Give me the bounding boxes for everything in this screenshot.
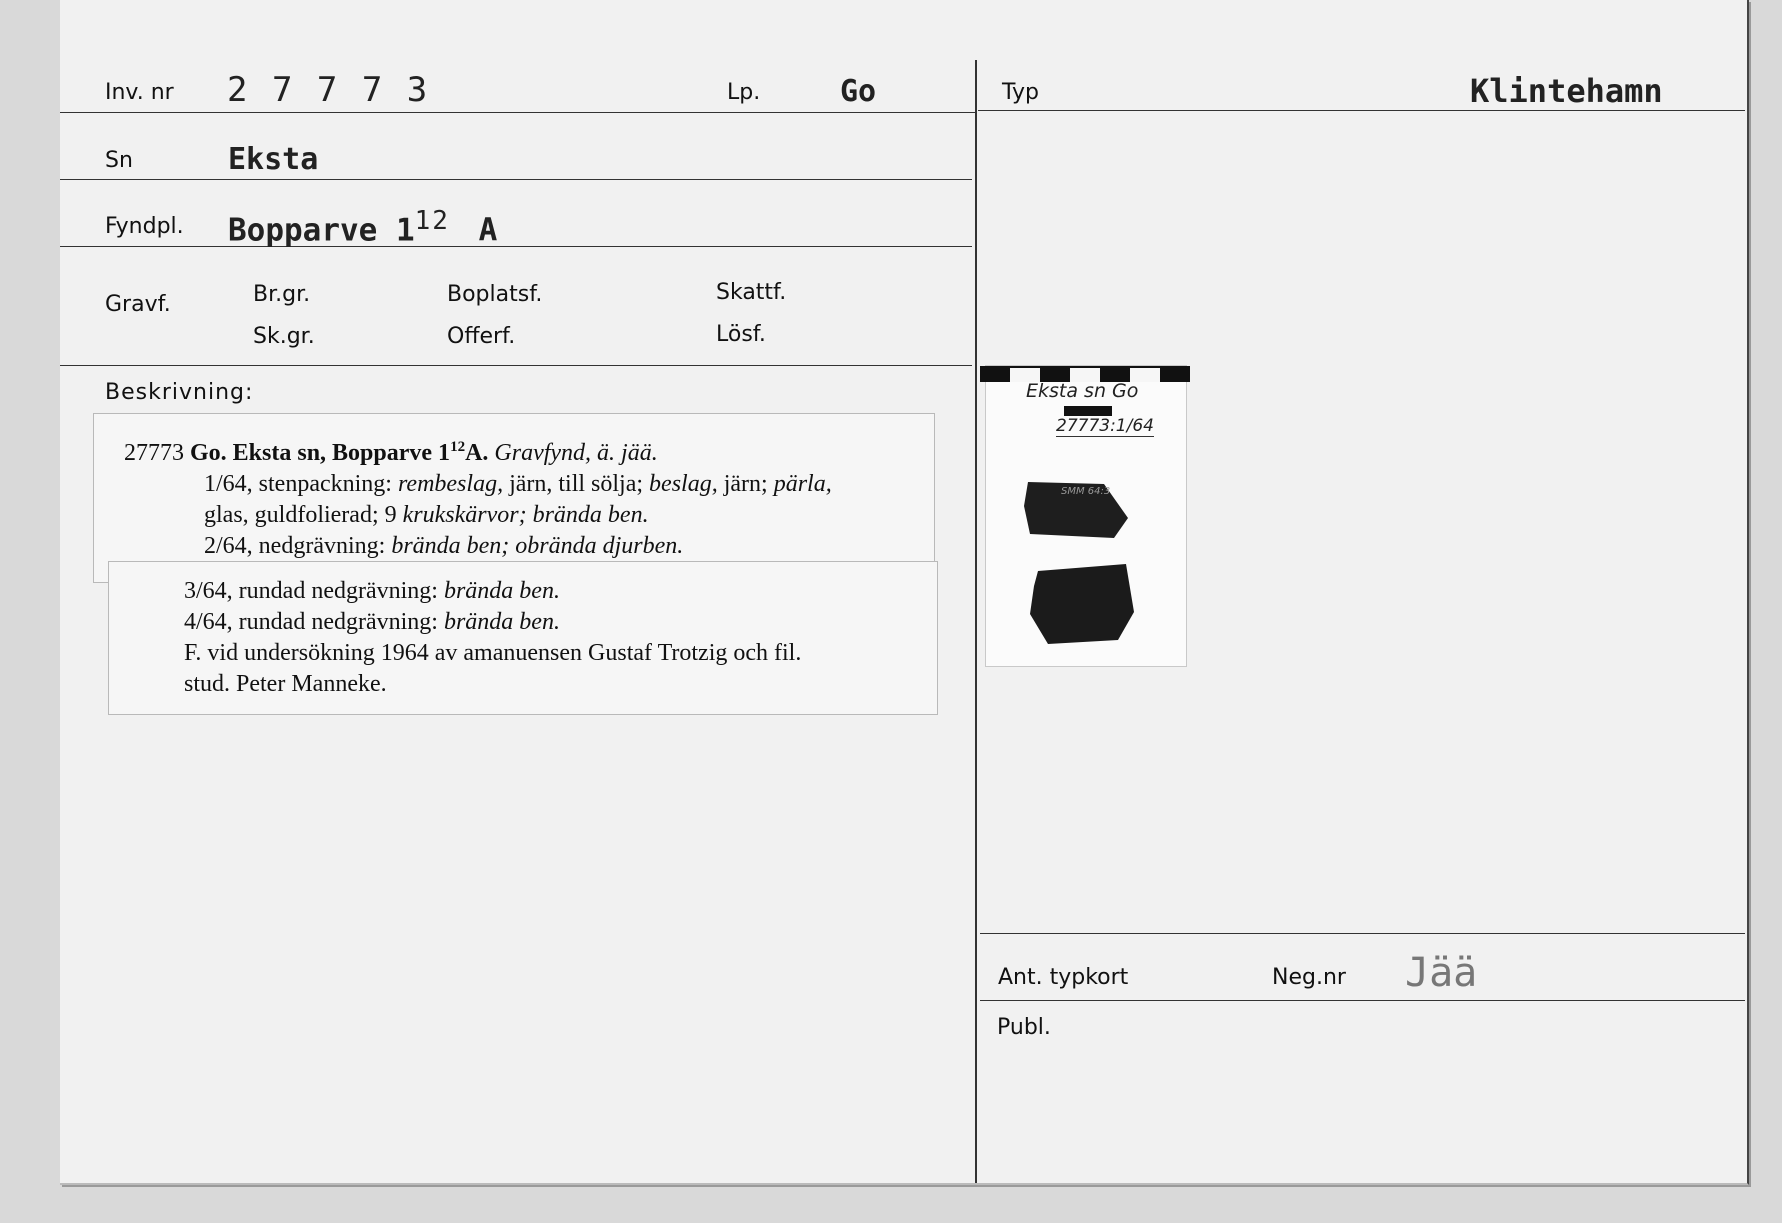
losf-label: Lösf. bbox=[716, 322, 766, 347]
photo-sherds bbox=[986, 366, 1186, 666]
fyndpl-label: Fyndpl. bbox=[105, 214, 184, 239]
sn-label: Sn bbox=[105, 148, 133, 173]
typ-label: Typ bbox=[1002, 80, 1039, 105]
description-slip-2 bbox=[108, 561, 938, 715]
photo-label-number: 27773:1/64 bbox=[1056, 416, 1154, 436]
slip2-line-3: F. vid undersökning 1964 av amanuensen Gustaf Trotzig och fil. bbox=[184, 640, 802, 666]
lp-value: Go bbox=[840, 74, 877, 109]
slip1-number: 27773 bbox=[124, 440, 184, 466]
divider-publ bbox=[980, 1000, 1745, 1001]
lp-label: Lp. bbox=[727, 80, 761, 105]
description-slip-1 bbox=[93, 413, 935, 583]
negnr-value: Jää bbox=[1405, 950, 1478, 996]
inv-value: 2 7 7 7 3 bbox=[227, 70, 430, 110]
sherd-2 bbox=[1030, 564, 1134, 644]
publ-label: Publ. bbox=[997, 1015, 1051, 1040]
skgr-label: Sk.gr. bbox=[253, 324, 315, 349]
inv-label: Inv. nr bbox=[105, 80, 174, 105]
ant-typkort-label: Ant. typkort bbox=[998, 965, 1129, 990]
sherd-label: SMM 64:3 bbox=[1061, 486, 1111, 497]
fyndpl-superscript: 12 bbox=[414, 206, 450, 236]
divider-typ bbox=[978, 110, 1745, 111]
sn-value: Eksta bbox=[228, 142, 319, 177]
slip2-line-4: stud. Peter Manneke. bbox=[184, 671, 387, 697]
slip1-heading: Go. Eksta sn, Bopparve $1^{12}A$. bbox=[190, 439, 489, 466]
gravf-label: Gravf. bbox=[105, 292, 171, 317]
divider-sn bbox=[60, 179, 972, 180]
fyndpl-place: Bopparve 1 bbox=[228, 212, 415, 249]
typ-value: Klintehamn bbox=[1470, 72, 1663, 110]
skattf-label: Skattf. bbox=[716, 280, 787, 305]
divider-fyndpl bbox=[60, 246, 972, 247]
slip1-line-4: 2/64, nedgrävning: brända ben; obrända djurben. bbox=[204, 533, 684, 559]
fyndpl-value bbox=[228, 206, 497, 248]
slip1-line-3: glas, guldfolierad; 9 krukskärvor; brända ben. bbox=[204, 502, 649, 528]
photo-label-site: Eksta sn Go bbox=[1026, 380, 1139, 402]
fyndpl-suffix: A bbox=[478, 212, 498, 249]
divider-vertical bbox=[975, 60, 977, 1183]
divider-gravf bbox=[60, 365, 972, 366]
offerf-label: Offerf. bbox=[447, 324, 516, 349]
boplatsf-label: Boplatsf. bbox=[447, 282, 543, 307]
slip1-category: Gravfynd, ä. jää. bbox=[494, 440, 658, 466]
finds-photograph bbox=[985, 365, 1187, 667]
slip2-line-1: 3/64, rundad nedgrävning: brända ben. bbox=[184, 578, 560, 604]
brgr-label: Br.gr. bbox=[253, 282, 311, 307]
slip1-line-1 bbox=[94, 432, 934, 469]
beskrivning-label: Beskrivning: bbox=[105, 380, 254, 405]
negnr-label: Neg.nr bbox=[1272, 965, 1346, 990]
slip1-line-2: 1/64, stenpackning: rembeslag, järn, till sölja; beslag, järn; pärla, bbox=[204, 471, 832, 497]
slip2-line-2: 4/64, rundad nedgrävning: brända ben. bbox=[184, 609, 560, 635]
catalog-card bbox=[60, 0, 1749, 1185]
divider-ant bbox=[980, 933, 1745, 934]
divider-inv bbox=[60, 112, 975, 113]
